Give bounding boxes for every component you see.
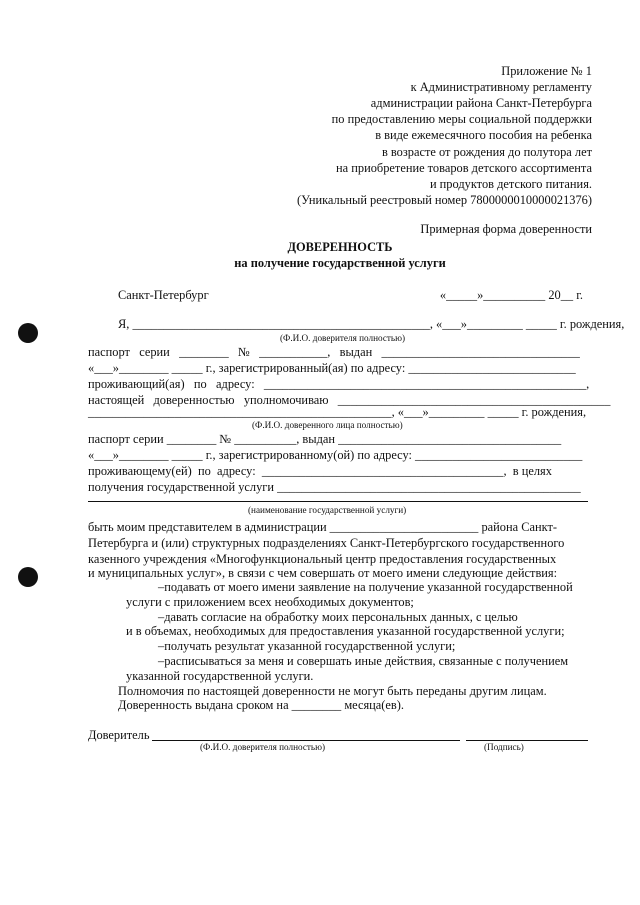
agent-registration-line: «___»________ _____ г., зарегистрированному(ой) по адресу: ___________________________ <box>88 448 583 462</box>
no-transfer-clause: Полномочия по настоящей доверенности не могут быть переданы другим лицам. <box>118 684 547 698</box>
principal-residence-line: проживающий(ая) по адресу: ____________________________________________________, <box>88 377 590 391</box>
signer-name-underline <box>152 740 460 741</box>
signer-label: Доверитель <box>88 728 150 742</box>
paragraph-line: казенного учреждения «Многофункциональный центр предоставления государственных <box>88 552 557 566</box>
header-line: Приложение № 1 <box>501 64 592 78</box>
header-line: в возрасте от рождения до полутора лет <box>381 145 592 159</box>
agent-residence-line: проживающему(ей) по адресу: _______________________________________, в целях <box>88 464 552 478</box>
signature-caption: (Подпись) <box>484 742 524 752</box>
paragraph-line: и муниципальных услуг», в связи с чем совершать от моего имени следующие действия: <box>88 566 558 580</box>
header-line: и продуктов детского питания. <box>429 177 592 191</box>
agent-passport-line: паспорт серии ________ № __________, выдан ____________________________________ <box>88 432 562 446</box>
action-item: –давать согласие на обработку моих персональных данных, с целью <box>158 610 518 624</box>
document-subtitle: на получение государственной услуги <box>234 256 446 270</box>
form-note: Примерная форма доверенности <box>420 222 592 236</box>
authorize-line: настоящей доверенностью уполномочиваю ____________________________________________ <box>88 393 611 407</box>
agent-caption: (Ф.И.О. доверенного лица полностью) <box>252 420 403 430</box>
action-item: указанной государственной услуги. <box>126 669 314 683</box>
validity-term: Доверенность выдана сроком на ________ месяца(ев). <box>118 698 405 712</box>
signer-caption: (Ф.И.О. доверителя полностью) <box>200 742 326 752</box>
issue-date: «_____»__________ 20__ г. <box>439 288 583 302</box>
principal-passport-line: паспорт серии ________ № ___________, выдан ________________________________ <box>88 345 580 359</box>
header-line: по предоставлению меры социальной поддержки <box>331 112 592 126</box>
service-caption: (наименование государственной услуги) <box>248 505 407 515</box>
service-underline <box>88 501 588 502</box>
punch-hole-top <box>18 323 38 343</box>
header-line: администрации района Санкт-Петербурга <box>370 96 592 110</box>
principal-caption: (Ф.И.О. доверителя полностью) <box>280 333 406 343</box>
signature-underline <box>466 740 588 741</box>
principal-name-line: Я, ________________________________________________, «___»_________ _____ г. рождения, <box>118 317 625 331</box>
paragraph-line: быть моим представителем в администрации ________________________ района Санкт- <box>88 520 558 534</box>
action-item: –расписываться за меня и совершать иные действия, связанные с получением <box>158 654 569 668</box>
action-item: и в объемах, необходимых для предоставления указанной государственной услуги; <box>126 624 565 638</box>
action-item: услуги с приложением всех необходимых документов; <box>126 595 414 609</box>
agent-name-line: _________________________________________________, «___»_________ _____ г. рождения, <box>88 405 587 419</box>
header-line: к Административному регламенту <box>410 80 592 94</box>
header-line: на приобретение товаров детского ассортимента <box>336 161 592 175</box>
action-item: –подавать от моего имени заявление на получение указанной государственной <box>158 580 573 594</box>
header-line: (Уникальный реестровый номер 7800000010000021376) <box>297 193 592 207</box>
header-line: в виде ежемесячного пособия на ребенка <box>375 128 592 142</box>
punch-hole-bottom <box>18 567 38 587</box>
principal-registration-line: «___»________ _____ г., зарегистрированный(ая) по адресу: ___________________________ <box>88 361 576 375</box>
service-line: получения государственной услуги _________________________________________________ <box>88 480 581 494</box>
document-title: ДОВЕРЕННОСТЬ <box>287 240 393 254</box>
action-item: –получать результат указанной государственной услуги; <box>158 639 456 653</box>
paragraph-line: Петербурга и (или) структурных подразделениях Санкт-Петербургского государственного <box>88 536 565 550</box>
city: Санкт-Петербург <box>118 288 209 302</box>
